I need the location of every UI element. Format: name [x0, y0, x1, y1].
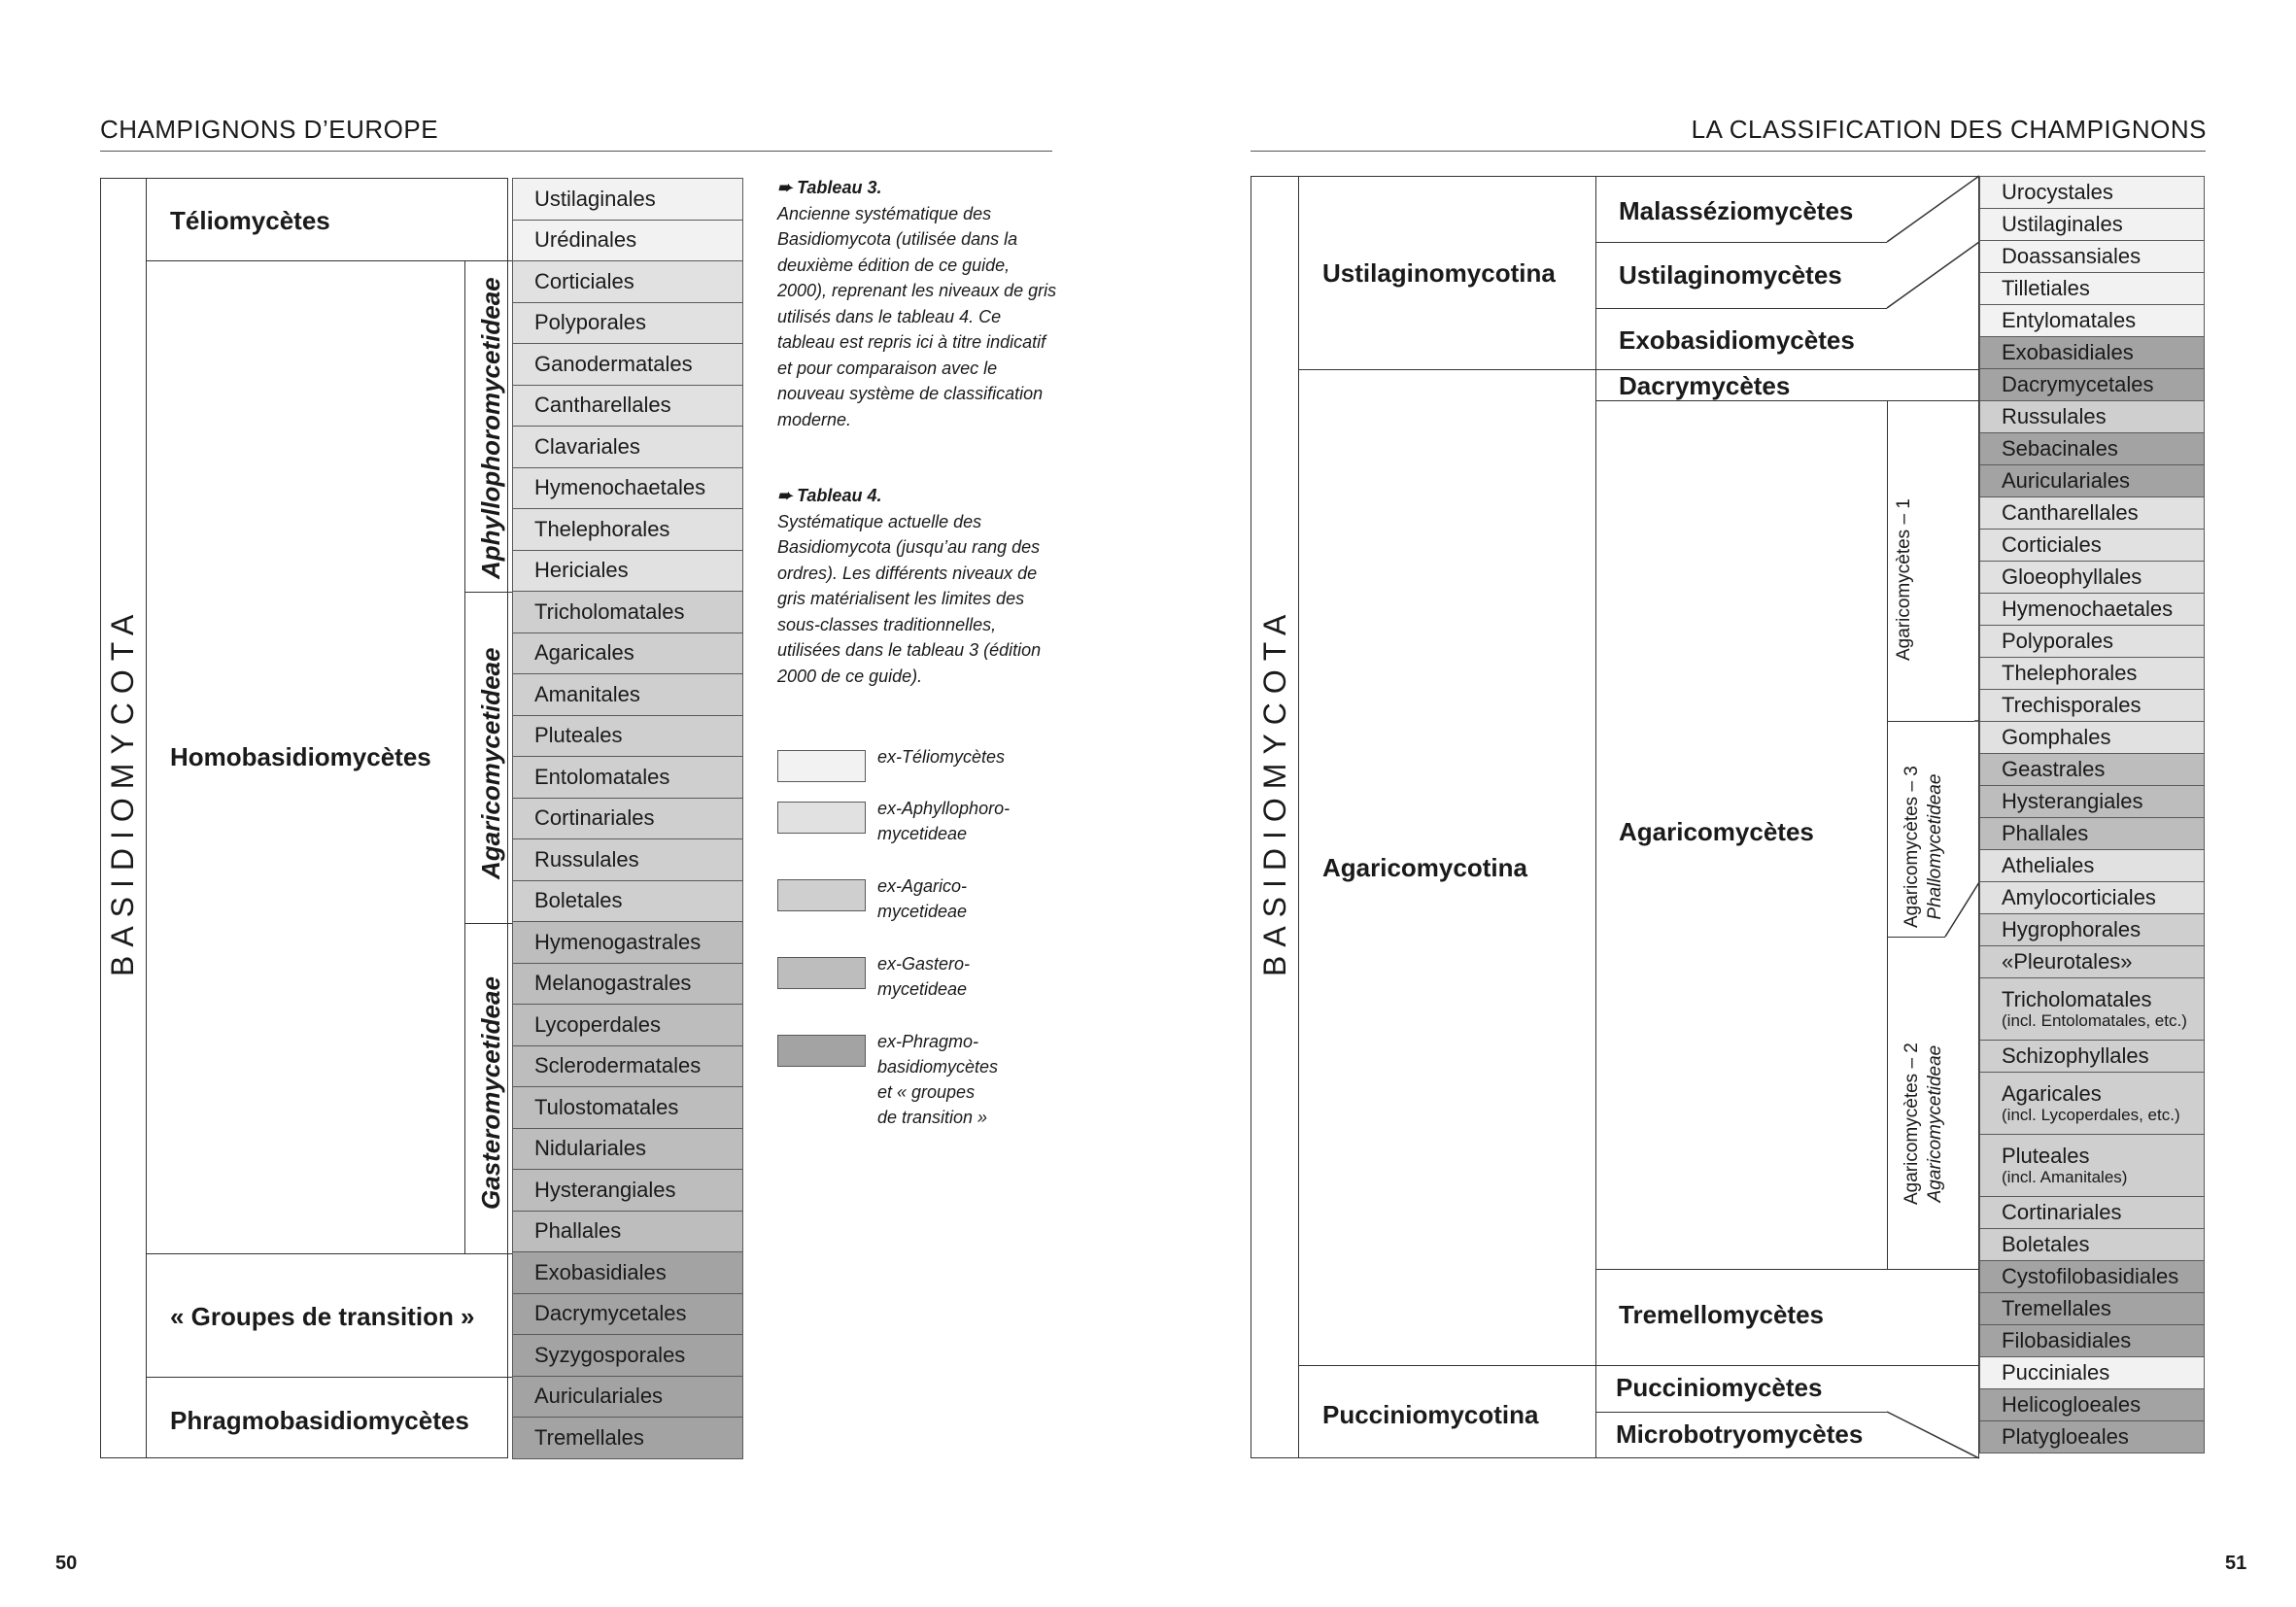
right-order-cell	[1979, 176, 2205, 209]
right-order-name: Ustilaginales	[2002, 212, 2123, 236]
right-order-cell	[1979, 561, 2205, 594]
left-order-cell: Pluteales	[512, 715, 743, 758]
right-order-name: Tilletiales	[2002, 276, 2090, 300]
left-order-cell: Cantharellales	[512, 385, 743, 427]
right-order-name: Filobasidiales	[2002, 1328, 2132, 1352]
right-order-cell	[1979, 272, 2205, 305]
left-order-cell: Nidulariales	[512, 1128, 743, 1171]
left-class-label: Homobasidiomycètes	[170, 742, 431, 771]
right-order-name: Entylomatales	[2002, 308, 2137, 332]
right-order-subnote: (incl. Amanitales)	[2002, 1168, 2128, 1187]
left-order-cell: Polyporales	[512, 302, 743, 345]
right-order-cell	[1979, 336, 2205, 369]
left-header: CHAMPIGNONS D’EUROPE	[100, 115, 439, 144]
caption-3-title: Tableau 3.	[797, 178, 882, 197]
left-class-label: Téliomycètes	[170, 206, 330, 235]
right-order-cell	[1979, 945, 2205, 978]
right-header: LA CLASSIFICATION DES CHAMPIGNONS	[1691, 115, 2207, 144]
subgroup-3-line2: Phallomycetideae	[1924, 773, 1945, 920]
right-order-name: «Pleurotales»	[2002, 949, 2133, 974]
left-order-cell: Corticiales	[512, 260, 743, 303]
left-order-cell: Urédinales	[512, 220, 743, 262]
right-class-label: Pucciniomycètes	[1616, 1373, 1823, 1402]
right-order-subnote: (incl. Entolomatales, etc.)	[2002, 1011, 2187, 1031]
right-class-label: Agaricomycètes	[1619, 817, 1814, 846]
right-order-cell	[1979, 1356, 2205, 1389]
left-order-cell: Melanogastrales	[512, 963, 743, 1006]
right-order-name: Polyporales	[2002, 629, 2113, 653]
right-order-cell	[1979, 304, 2205, 337]
subgroup-2-line1: Agaricomycètes – 2	[1902, 1043, 1922, 1205]
right-order-name: Pluteales	[2002, 1144, 2090, 1169]
right-order-cell	[1979, 1292, 2205, 1325]
left-order-cell: Tulostomatales	[512, 1086, 743, 1129]
right-order-cell	[1979, 1134, 2205, 1197]
right-order-name: Auriculariales	[2002, 468, 2131, 493]
left-order-cell: Dacrymycetales	[512, 1293, 743, 1336]
left-order-cell: Thelephorales	[512, 508, 743, 551]
legend-label-line: ex-Téliomycètes	[877, 747, 1006, 767]
right-class-label: Ustilaginomycètes	[1619, 260, 1842, 290]
right-class-label: Malasséziomycètes	[1619, 196, 1854, 225]
right-order-name: Doassansiales	[2002, 244, 2142, 268]
subgroup-3-line1: Agaricomycètes – 3	[1902, 766, 1922, 928]
right-order-cell	[1979, 1228, 2205, 1261]
legend-label-line: basidiomycètes	[877, 1057, 999, 1077]
left-order-cell: Exobasidiales	[512, 1251, 743, 1294]
right-order-cell	[1979, 753, 2205, 786]
legend-label-line: ex-Aphyllophoro-	[877, 799, 1011, 818]
right-page-number: 51	[2225, 1553, 2247, 1574]
caption-4-title: Tableau 4.	[797, 486, 882, 505]
left-class-label: Phragmobasidiomycètes	[170, 1406, 469, 1435]
left-order-cell: Hericiales	[512, 550, 743, 593]
right-order-cell	[1979, 464, 2205, 497]
left-order-cell: Ganodermatales	[512, 343, 743, 386]
left-order-cell: Ustilaginales	[512, 178, 743, 221]
right-order-name: Trechisporales	[2002, 693, 2142, 717]
legend-label-line: de transition »	[877, 1108, 988, 1127]
left-order-cell: Hysterangiales	[512, 1169, 743, 1212]
subgroup-1-line1: Agaricomycètes – 1	[1894, 498, 1914, 661]
right-order-name: Phallales	[2002, 821, 2089, 845]
left-order-cell: Syzygosporales	[512, 1334, 743, 1377]
left-order-cell: Auriculariales	[512, 1376, 743, 1419]
left-order-cell: Agaricales	[512, 633, 743, 675]
left-division-label: BASIDIOMYCOTA	[105, 605, 140, 976]
right-order-name: Tricholomatales	[2002, 987, 2152, 1012]
right-order-name: Russulales	[2002, 404, 2107, 428]
right-order-name: Atheliales	[2002, 853, 2095, 877]
right-order-name: Platygloeales	[2002, 1424, 2129, 1449]
left-order-cell: Cortinariales	[512, 798, 743, 840]
left-order-cell: Tricholomatales	[512, 591, 743, 633]
left-order-cell: Amanitales	[512, 673, 743, 716]
left-class-label: « Groupes de transition »	[170, 1302, 475, 1331]
right-order-name: Hygrophorales	[2002, 917, 2142, 941]
right-order-name: Cantharellales	[2002, 500, 2139, 525]
right-order-name: Sebacinales	[2002, 436, 2118, 461]
right-order-cell	[1979, 1324, 2205, 1357]
right-order-name: Dacrymycetales	[2002, 372, 2154, 396]
right-subdivision-label: Agaricomycotina	[1322, 853, 1527, 882]
left-subclass-label: Gasteromycetideae	[476, 976, 505, 1210]
right-order-cell	[1979, 1388, 2205, 1421]
right-order-cell	[1979, 689, 2205, 722]
right-order-cell	[1979, 432, 2205, 465]
right-order-cell	[1979, 593, 2205, 626]
right-order-cell	[1979, 368, 2205, 401]
right-order-cell	[1979, 817, 2205, 850]
right-order-subnote: (incl. Lycoperdales, etc.)	[2002, 1106, 2180, 1125]
legend-label-line: mycetideae	[877, 979, 968, 999]
legend-label-line: ex-Gastero-	[877, 954, 971, 974]
right-order-cell	[1979, 208, 2205, 241]
left-subclass-label: Agaricomycetideae	[476, 647, 505, 879]
left-order-cell: Sclerodermatales	[512, 1045, 743, 1088]
right-order-cell	[1979, 977, 2205, 1041]
left-order-cell: Entolomatales	[512, 756, 743, 799]
right-class-label: Dacrymycètes	[1619, 371, 1791, 400]
right-order-name: Gloeophyllales	[2002, 564, 2142, 589]
caption-tableau-3: ➨ Tableau 3. Ancienne systématique des Basidiomycota (utilisée dans la deuxième édition de ce guide, 2000), reprenant les niveaux de gris utilisés dans le tableau 4. Ce tableau est repris ici à titre indicatif et pour comparaison avec le nouveau système de classification moderne.	[777, 178, 1057, 429]
left-order-cell: Lycoperdales	[512, 1004, 743, 1046]
right-class-label: Microbotryomycètes	[1616, 1419, 1864, 1449]
right-class-label: Exobasidiomycètes	[1619, 325, 1855, 355]
right-order-name: Cortinariales	[2002, 1200, 2122, 1224]
left-order-cell: Hymenochaetales	[512, 467, 743, 510]
right-order-cell	[1979, 913, 2205, 946]
legend-label-line: et « groupes	[877, 1082, 976, 1102]
right-subdivision-label: Ustilaginomycotina	[1322, 258, 1556, 288]
right-order-name: Boletales	[2002, 1232, 2090, 1256]
legend-label-line: mycetideae	[877, 824, 968, 843]
right-order-cell	[1979, 1260, 2205, 1293]
right-order-name: Schizophyllales	[2002, 1043, 2149, 1068]
legend-label-line: ex-Agarico-	[877, 876, 968, 896]
right-order-cell	[1979, 881, 2205, 914]
right-order-name: Thelephorales	[2002, 661, 2138, 685]
caption-4-text: Systématique actuelle des Basidiomycota (jusqu’au rang des ordres). Les différents niveaux de gris matérialisent les limites des sous-classes traditionnelles, utilisées dans le tableau 3 (édition 2000 de ce guide).	[777, 511, 1042, 686]
right-order-cell	[1979, 496, 2205, 530]
left-order-cell: Phallales	[512, 1211, 743, 1253]
right-order-cell	[1979, 657, 2205, 690]
right-division-label: BASIDIOMYCOTA	[1257, 605, 1292, 976]
right-order-name: Corticiales	[2002, 532, 2102, 557]
right-order-name: Agaricales	[2002, 1081, 2102, 1107]
left-order-cell: Russulales	[512, 838, 743, 881]
right-order-cell	[1979, 785, 2205, 818]
right-order-name: Pucciniales	[2002, 1360, 2110, 1385]
right-order-cell	[1979, 240, 2205, 273]
left-order-cell: Boletales	[512, 880, 743, 923]
right-order-name: Helicogloeales	[2002, 1392, 2142, 1417]
right-order-name: Hymenochaetales	[2002, 597, 2174, 621]
right-order-cell	[1979, 849, 2205, 882]
right-order-name: Geastrales	[2002, 757, 2106, 781]
subgroup-2-line2: Agaricomycetideae	[1924, 1044, 1945, 1203]
left-subclass-label: Aphyllophoromycetideae	[476, 277, 505, 579]
right-order-cell	[1979, 400, 2205, 433]
left-order-cell: Clavariales	[512, 426, 743, 468]
caption-3-text: Ancienne systématique des Basidiomycota (utilisée dans la deuxième édition de ce guide, 2000), reprenant les niveaux de gris utilisés dans le tableau 4. Ce tableau est repris ici à titre indicatif et pour comparaison avec le nouveau système de classification moderne.	[777, 203, 1057, 429]
legend-label-line: mycetideae	[877, 902, 968, 921]
caption-tableau-4: ➨ Tableau 4. Systématique actuelle des Basidiomycota (jusqu’au rang des ordres). Les différents niveaux de gris matérialisent les limites des sous-classes traditionnelles, utilisées dans le tableau 3 (édition 2000 de ce guide).	[777, 486, 1042, 686]
right-order-name: Cystofilobasidiales	[2002, 1264, 2179, 1288]
right-order-name: Exobasidiales	[2002, 340, 2134, 364]
right-order-cell	[1979, 625, 2205, 658]
right-order-name: Tremellales	[2002, 1296, 2111, 1320]
left-order-cell: Hymenogastrales	[512, 921, 743, 964]
right-order-cell	[1979, 1420, 2205, 1453]
right-order-cell	[1979, 1196, 2205, 1229]
right-class-label: Tremellomycètes	[1619, 1300, 1825, 1329]
left-order-cell: Tremellales	[512, 1417, 743, 1459]
right-order-name: Hysterangiales	[2002, 789, 2143, 813]
right-order-name: Gomphales	[2002, 725, 2111, 749]
right-order-name: Urocystales	[2002, 180, 2113, 204]
left-page-number: 50	[55, 1553, 78, 1574]
right-subdivision-label: Pucciniomycotina	[1322, 1400, 1539, 1429]
right-order-cell	[1979, 1040, 2205, 1073]
right-order-cell	[1979, 721, 2205, 754]
right-order-cell	[1979, 529, 2205, 562]
legend-label-line: ex-Phragmo-	[877, 1032, 979, 1051]
right-order-cell	[1979, 1072, 2205, 1135]
right-order-name: Amylocorticiales	[2002, 885, 2156, 909]
